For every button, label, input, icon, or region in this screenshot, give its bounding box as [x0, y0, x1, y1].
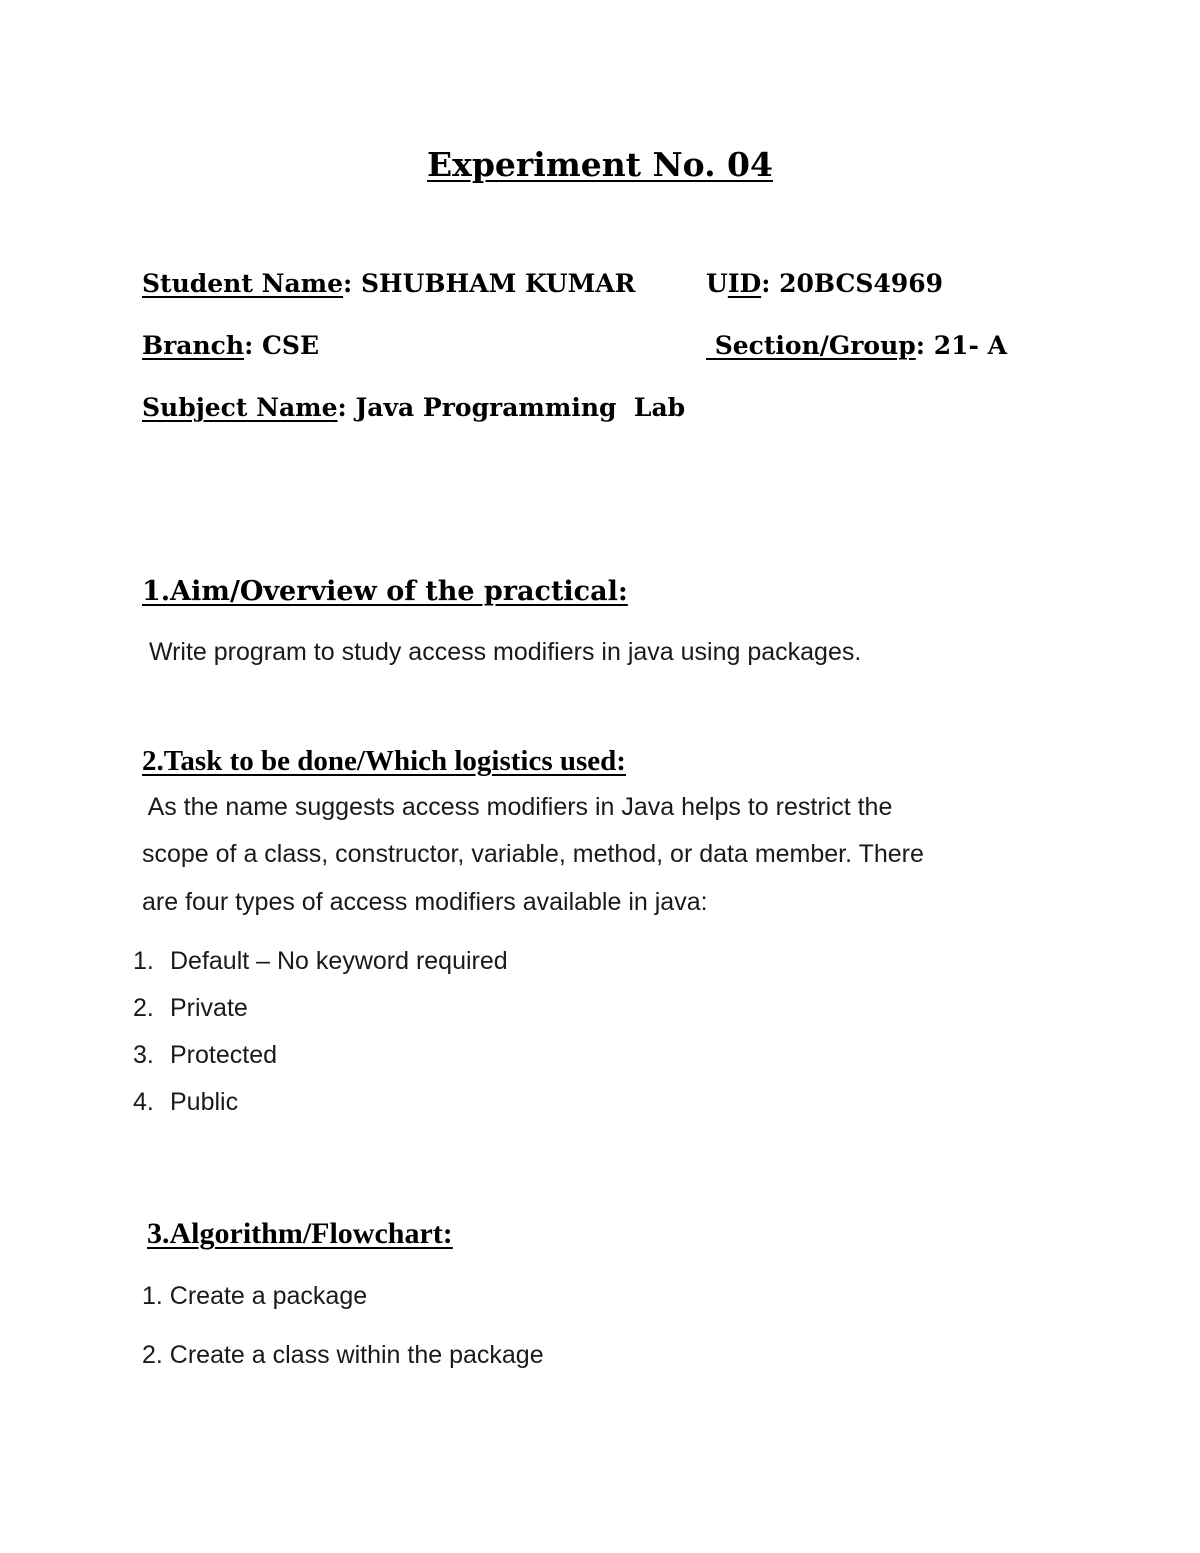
- student-name-value: : SHUBHAM KUMAR: [343, 269, 636, 298]
- student-name-row: [142, 271, 635, 296]
- branch-value: : CSE: [244, 331, 320, 360]
- section-1-text: Write program to study access modifiers in java using packages.: [142, 638, 862, 666]
- subject-name-label: Subject Name: [142, 393, 338, 422]
- list-item-number: 1.: [133, 947, 154, 975]
- section-2-paragraph-line: are four types of access modifiers available in java:: [142, 888, 708, 916]
- list-item: [133, 1043, 277, 1068]
- list-item: [133, 1090, 238, 1115]
- list-item-text: Default – No keyword required: [170, 947, 508, 975]
- list-item: [133, 996, 248, 1021]
- uid-label: ID: [727, 269, 762, 298]
- list-item-number: 4.: [133, 1088, 154, 1116]
- page-title: Experiment No. 04: [427, 145, 773, 184]
- list-item-text: Protected: [170, 1041, 278, 1069]
- list-item: [133, 949, 508, 974]
- uid-label-prefix: U: [706, 269, 728, 298]
- uid-value: : 20BCS4969: [761, 269, 944, 298]
- section-2-paragraph-line: scope of a class, constructor, variable, method, or data member. There: [142, 840, 924, 868]
- algorithm-step: 2. Create a class within the package: [142, 1341, 544, 1369]
- section-group-value: : 21- A: [915, 331, 1007, 360]
- list-item-text: Private: [170, 994, 248, 1022]
- branch-row: [142, 333, 319, 358]
- list-item-number: 3.: [133, 1041, 154, 1069]
- subject-name-value: : Java Programming Lab: [337, 393, 686, 422]
- list-item-number: 2.: [133, 994, 154, 1022]
- section-2-heading: 2.Task to be done/Which logistics used:: [142, 745, 626, 777]
- uid-row: [706, 271, 943, 296]
- branch-label: Branch: [142, 331, 245, 360]
- section-group-label: Section/Group: [706, 331, 916, 360]
- section-group-row: [706, 333, 1007, 358]
- subject-name-row: [142, 395, 685, 420]
- section-2-paragraph-line: As the name suggests access modifiers in Java helps to restrict the: [142, 793, 893, 821]
- list-item-text: Public: [170, 1088, 239, 1116]
- algorithm-step: 1. Create a package: [142, 1282, 368, 1310]
- section-3-heading: 3.Algorithm/Flowchart:: [147, 1217, 453, 1250]
- student-name-label: Student Name: [142, 269, 344, 298]
- section-1-heading: 1.Aim/Overview of the practical:: [142, 576, 628, 607]
